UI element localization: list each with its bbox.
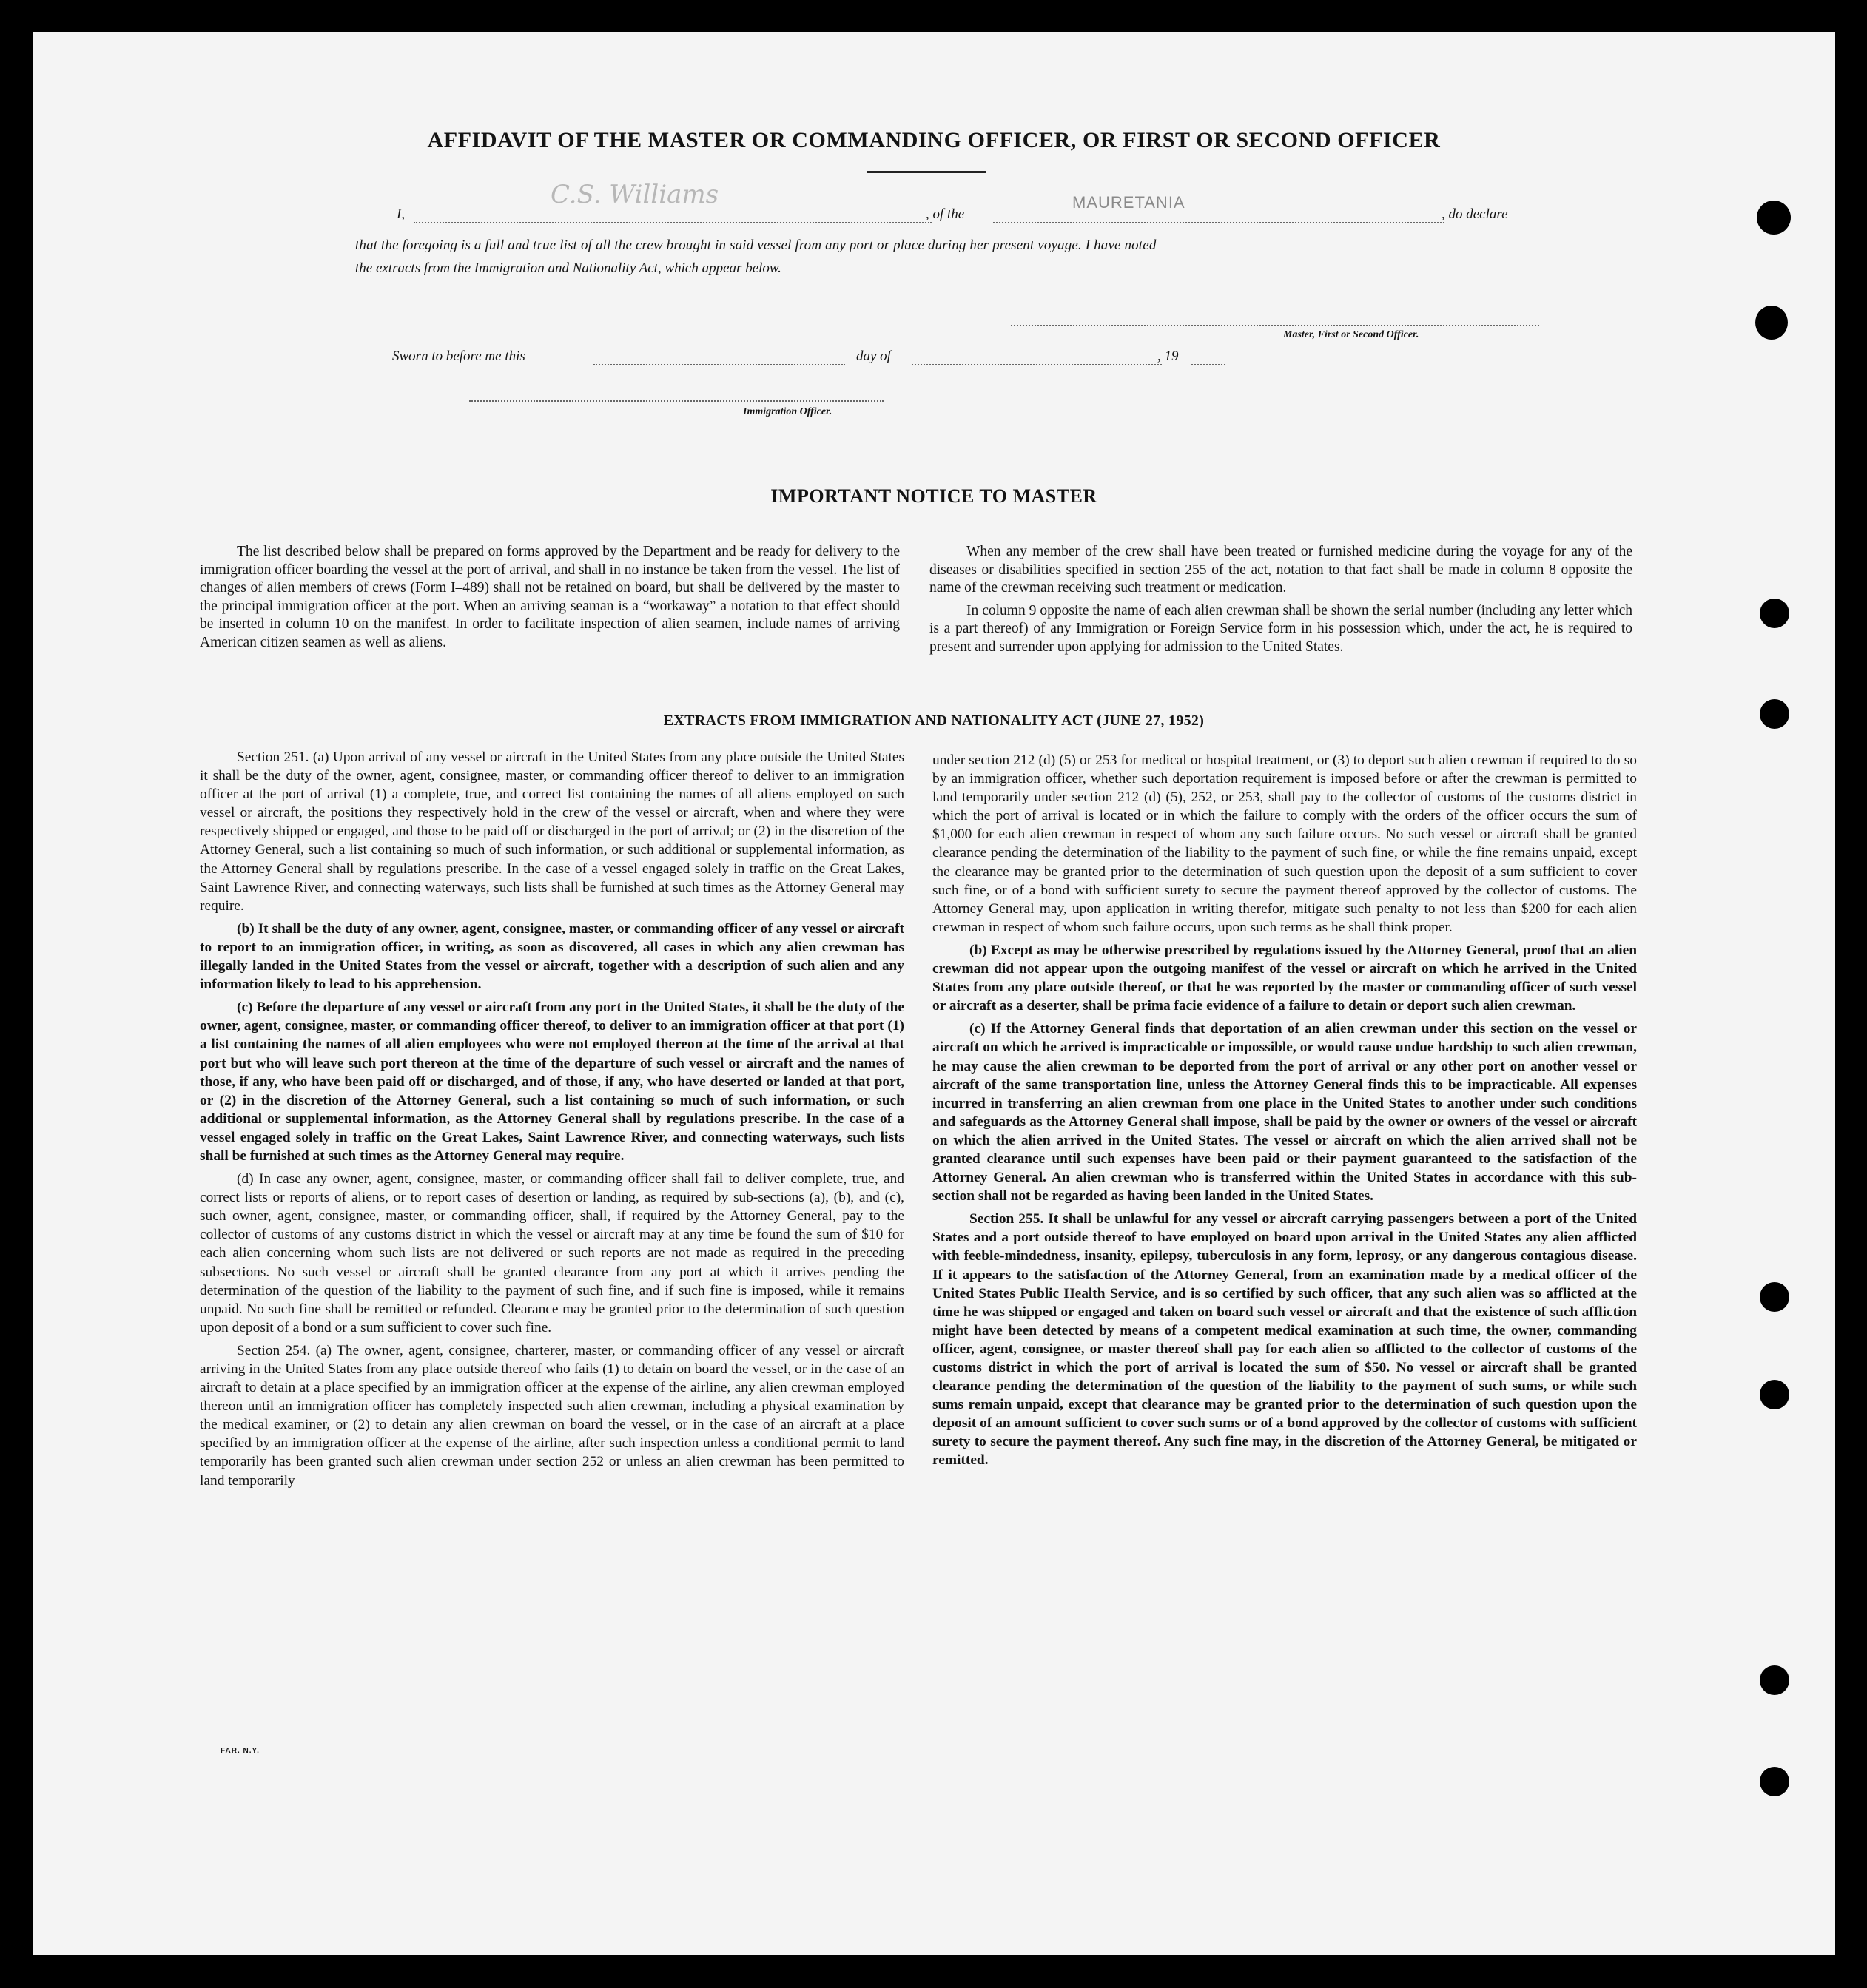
section-254-a: Section 254. (a) The owner, agent, consignee, charterer, master, or commanding officer of any vessel or aircraft arriving in the United States from any place outside thereof who fails (1) to detain on board the vessel, or in the case of an aircraft to detain at a place specified by an immigration officer at the expense of the airline, any alien crewman employed thereon until an immigration officer has completely inspected such alien crewman, including a physical examination by the medical examiner, or (2) to detain any alien crewman on board the vessel, or in the case of an aircraft at a place specified by an immigration officer at the expense of the airline, after such inspection unless a conditional permit to land temporarily has been granted such alien crewman under section 252 or unless an alien crewman has been permitted to land temporarily: [200, 1342, 904, 1489]
sworn-year-field-line: [1191, 364, 1225, 365]
notice-right-paragraph-2: In column 9 opposite the name of each alien crewman shall be shown the serial number (including any letter which is a part thereof) of any Immigration or Foreign Service form in his possession which, under the act, he is required to present and surrender upon applying for admission to the United States.: [929, 602, 1632, 655]
master-signature-line: [1011, 325, 1539, 326]
of-the-label: , of the: [926, 206, 965, 222]
vessel-name-field-line: [993, 222, 1444, 223]
affidavit-title: AFFIDAVIT OF THE MASTER OR COMMANDING OFFICER, OR FIRST OR SECOND OFFICER: [427, 128, 1441, 152]
section-251-d: (d) In case any owner, agent, consignee, master, or commanding officer shall fail to deliver complete, true, and correct lists or reports of aliens, or to report cases of desertion or landing, as required by sub-sections (a), (b), and (c), such owner, agent, consignee, master, or commanding officer, shall, if required by the Attorney General, pay to the collector of customs of any customs district in which the vessel or aircraft may at any time be found the sum of $10 for each alien concerning whom such lists are not delivered or such reports are not made as required in the preceding subsections. No such vessel or aircraft shall be granted clearance from any port at which it arrives pending the determination of the question of the liability to the payment of such fine, and if such fine is imposed, while it remains unpaid. No such fine shall be remitted or refunded. Clearance may be granted prior to the determination of such question upon deposit of a bond or a sum sufficient to cover such fine.: [200, 1171, 904, 1335]
punch-hole: [1760, 1380, 1789, 1409]
title-divider: [867, 171, 986, 173]
notice-left-column: [200, 543, 900, 652]
section-254-a-continued: under section 212 (d) (5) or 253 for medical or hospital treatment, or (3) to deport such alien crewman if required to do so by an immigration officer, whether such deportation requirement is imposed before or after the crewman is permitted to land temporarily under section 212 (d) (5), 252, or 253, shall pay to the collector of customs of the customs district in which the port of arrival is located or in which the failure to comply with the orders of the officer occurs the sum of $1,000 for each alien crewman in respect of whom any such failure occurs. No such vessel or aircraft shall be granted clearance pending the determination of the liability to the payment of such fine, or while the fine remains unpaid, except the clearance may be granted prior to the determination of such question upon the deposit of a sum sufficient to cover such fine, or of a bond with sufficient surety to secure the payment thereof approved by the collector of customs. The Attorney General may, upon application in writing therefor, mitigate such penalty to not less than $200 for each alien crewman in respect of whom such failure occurs, upon such terms as he shall think proper.: [932, 752, 1637, 935]
day-of-label: day of: [856, 348, 891, 364]
affidavit-statement-line-1: that the foregoing is a full and true list of all the crew brought in said vessel from any port or place during her present voyage. I have noted: [355, 237, 1157, 253]
vessel-name-stamp: MAURETANIA: [1072, 193, 1185, 212]
i-label: I,: [397, 206, 406, 222]
do-declare-label: , do declare: [1442, 206, 1508, 222]
punch-hole: [1760, 1665, 1789, 1695]
immigration-officer-caption: Immigration Officer.: [743, 406, 832, 417]
section-251-c: (c) Before the departure of any vessel or aircraft from any port in the United States, it shall be the duty of the owner, agent, consignee, master, or commanding officer thereof, to deliver to an immigration officer at that port (1) a list containing the names of all alien employees who were not employed thereon at the time of the arrival at that port but who will leave such port thereon at the time of the departure of such vessel or aircraft and the names of those, if any, who have been paid off or discharged, and of those, if any, who have deserted or landed at that port, or (2) in the discretion of the Attorney General, such a list containing so much of such information, or such additional or supplemental information, as the Attorney General shall by regulations prescribe. In the case of a vessel engaged solely in traffic on the Great Lakes, Saint Lawrence River, and connecting waterways, such lists shall be furnished at such times as the Attorney General may require.: [200, 1000, 904, 1164]
sworn-day-field-line: [593, 364, 845, 365]
master-name-field-line: [414, 222, 932, 223]
section-251-b: (b) It shall be the duty of any owner, agent, consignee, master, or commanding officer of any vessel or aircraft to report to an immigration officer, in writing, as soon as discovered, all cases in which any alien crewman has illegally landed in the United States from the vessel or aircraft, together with a description of such alien and any information likely to lead to his apprehension.: [200, 920, 904, 993]
section-255: Section 255. It shall be unlawful for any vessel or aircraft carrying passengers between a port of the United States and a port outside thereof to have employed on board upon arrival in the United States any alien afflicted with feeble-mindedness, insanity, epilepsy, tuberculosis in any form, leprosy, or any dangerous contagious disease. If it appears to the satisfaction of the Attorney General, from an examination made by a medical officer of the United States Public Health Service, and is so certified by such officer, that any such alien was so afflicted at the time he was shipped or engaged and taken on board such vessel or aircraft and that the existence of such affliction might have been detected by means of a competent medical examination at such time, the owner, commanding officer, agent, consignee, or master thereof shall pay for each alien so afflicted to the collector of customs of the customs district in which the port of arrival is located the sum of $50. No vessel or aircraft shall be granted clearance pending the determination of the question of the liability to the payment of such sums, or while such sums remain unpaid, except that clearance may be granted prior to the determination of such question upon the deposit of an amount sufficient to cover such sums or of a bond approved by the collector of customs with sufficient surety to secure the payment thereof. Any such fine may, in the discretion of the Attorney General, be mitigated or remitted.: [932, 1211, 1637, 1469]
master-signature: C.S. Williams: [551, 180, 719, 209]
punch-hole: [1760, 1282, 1789, 1312]
extracts-title: EXTRACTS FROM IMMIGRATION AND NATIONALITY ACT (JUNE 27, 1952): [663, 712, 1205, 729]
extracts-right-column: [932, 751, 1637, 1470]
punch-hole: [1757, 201, 1791, 235]
section-254-c: (c) If the Attorney General finds that deportation of an alien crewman under this section on the vessel or aircraft on which he arrived is impracticable or impossible, or would cause undue hardship to such alien crewman, he may cause the alien crewman to be deported from the port of arrival or any other port on another vessel or aircraft of the same transportation line, unless the Attorney General finds this to be impracticable. All expenses incurred in transferring an alien crewman from one place in the United States to another under such conditions and safeguards as the Attorney General shall impose, shall be paid by the owner or owners of the vessel or aircraft on which the alien arrived in the United States. The vessel or aircraft on which the alien arrived shall not be granted clearance until such expenses have been paid or their payment guaranteed to the satisfaction of the Attorney General. An alien crewman who is transferred within the United States in accordance with this sub-section shall not be regarded as having been landed in the United States.: [932, 1021, 1637, 1204]
notice-title: IMPORTANT NOTICE TO MASTER: [770, 485, 1097, 507]
punch-hole: [1760, 1767, 1789, 1796]
notice-right-column: [929, 543, 1632, 656]
immigration-officer-signature-line: [469, 400, 884, 402]
extracts-left-column: [200, 748, 904, 1490]
sworn-month-field-line: [912, 364, 1162, 365]
punch-hole: [1755, 306, 1788, 340]
notice-right-paragraph-1: When any member of the crew shall have been treated or furnished medicine during the voyage for any of the diseases or disabilities specified in section 255 of the act, notation to that fact shall be made in column 8 opposite the name of the crewman receiving such treatment or medication.: [929, 544, 1632, 596]
notice-left-paragraph: The list described below shall be prepared on forms approved by the Department and be ready for delivery to the immigration officer boarding the vessel at the port of arrival, and shall in no instance be taken from the vessel. The list of changes of alien members of crews (Form I–489) shall not be retained on board, but shall be delivered by the master to the principal immigration officer at the port. When an arriving seaman is a “workaway” a notation to that effect should be inserted in column 10 on the manifest. In order to facilitate inspection of alien seamen, include names of arriving American citizen seamen as well as aliens.: [200, 544, 900, 650]
master-caption: Master, First or Second Officer.: [1283, 329, 1419, 340]
section-254-b: (b) Except as may be otherwise prescribed by regulations issued by the Attorney General, proof that an alien crewman did not appear upon the outgoing manifest of the vessel or aircraft on which he arrived in the United States from any place outside thereof, or that he was reported by the master or commanding officer of such vessel or aircraft as a deserter, shall be prima facie evidence of a failure to detain or deport such alien crewman.: [932, 942, 1637, 1014]
printer-mark: FAR. N.Y.: [221, 1747, 260, 1755]
affidavit-statement-line-2: the extracts from the Immigration and Nationality Act, which appear below.: [355, 260, 781, 276]
document-page: [33, 32, 1835, 1955]
punch-hole: [1760, 599, 1789, 628]
section-251-a: Section 251. (a) Upon arrival of any vessel or aircraft in the United States from any place outside the United States it shall be the duty of the owner, agent, consignee, master, or commanding officer thereof to deliver to an immigration officer at the port of arrival (1) a complete, true, and correct list containing the names of all aliens employed on such vessel or aircraft, the positions they respectively hold in the crew of the vessel or aircraft, when and where they were respectively shipped or engaged, and those to be paid off or discharged in the port of arrival; or (2) in the discretion of the Attorney General, such a list containing so much of such information, or such additional or supplemental information, as the Attorney General shall by regulations prescribe. In the case of a vessel engaged solely in traffic on the Great Lakes, Saint Lawrence River, and connecting waterways, such lists shall be furnished at such times as the Attorney General may require.: [200, 749, 904, 914]
year-label: , 19: [1157, 348, 1179, 364]
punch-hole: [1760, 699, 1789, 729]
sworn-label: Sworn to before me this: [392, 348, 525, 364]
